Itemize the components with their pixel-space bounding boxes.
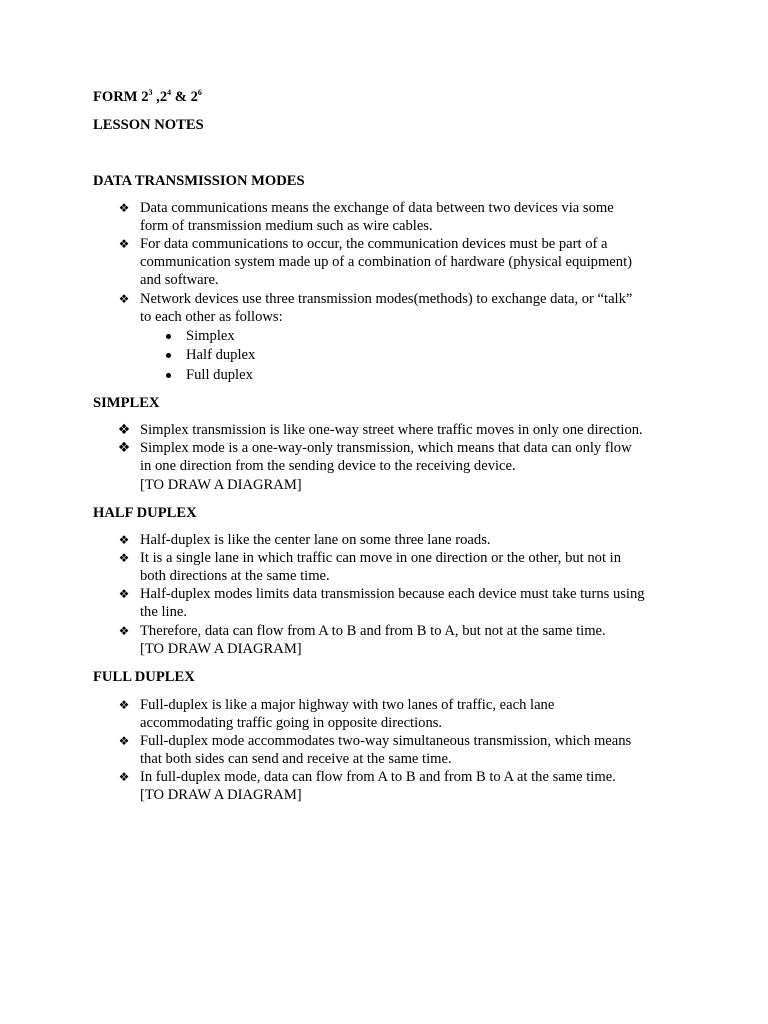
diagram-note: [TO DRAW A DIAGRAM] (140, 477, 302, 493)
diamond-bullet-icon: ❖ (118, 551, 130, 565)
list-item: ❖ Full-duplex is like a major highway with two lanes of traffic, each lane accommodating traffic going in opposite directions. (140, 696, 685, 732)
sub-list-item: Half duplex (186, 346, 255, 364)
diamond-bullet-icon: ❖ (118, 237, 130, 251)
form-sep-1: ,2 (152, 89, 168, 105)
list-item: ❖ Network devices use three transmission modes(methods) to exchange data, or “talk” to each other as follows: (140, 290, 685, 326)
form-heading (93, 88, 202, 106)
form-sup-3: 6 (197, 88, 202, 97)
lesson-notes-heading: LESSON NOTES (93, 117, 204, 133)
list-item: ❖ Half-duplex is like the center lane on some three lane roads. (140, 531, 685, 549)
form-sep-2: & 2 (171, 89, 198, 105)
sub-list-item: Simplex (186, 327, 235, 345)
section-title-modes: DATA TRANSMISSION MODES (93, 173, 305, 189)
list-item: ❖ Data communications means the exchange of data between two devices via some form of transmission medium such as wire cables. (140, 199, 685, 235)
section-title-half-duplex: HALF DUPLEX (93, 505, 197, 521)
bullet-dot-icon (166, 373, 171, 378)
list-item: ❖ Simplex mode is a one-way-only transmission, which means that data can only flow in one direction from the sending device to the receiving device. (117, 440, 632, 474)
form-sup-1: 3 (148, 88, 153, 97)
list-item: ❖ Half-duplex modes limits data transmission because each device must take turns using the line. (140, 585, 700, 621)
list-item: ❖ Therefore, data can flow from A to B and from B to A, but not at the same time. (140, 622, 685, 640)
bullet-dot-icon (166, 353, 171, 358)
list-item: ❖ Full-duplex mode accommodates two-way simultaneous transmission, which means that both sides can send and receive at the same time. (140, 732, 685, 768)
bullet-dot-icon (166, 334, 171, 339)
form-sup-2: 4 (167, 88, 172, 97)
diagram-note: [TO DRAW A DIAGRAM] (140, 787, 302, 803)
diamond-bullet-icon: ❖ (118, 734, 130, 748)
diamond-bullet-icon: ❖ (118, 698, 130, 712)
diamond-bullet-icon: ❖ (118, 770, 130, 784)
diagram-note: [TO DRAW A DIAGRAM] (140, 641, 302, 657)
diamond-bullet-icon: ❖ (118, 587, 130, 601)
diamond-bullet-icon: ❖ (117, 440, 131, 456)
diamond-bullet-icon: ❖ (118, 624, 130, 638)
diamond-bullet-icon: ❖ (117, 422, 131, 438)
section-title-full-duplex: FULL DUPLEX (93, 669, 195, 685)
form-prefix: FORM 2 (93, 89, 149, 105)
diamond-bullet-icon: ❖ (118, 201, 130, 215)
diamond-bullet-icon: ❖ (118, 292, 130, 306)
list-item: ❖ In full-duplex mode, data can flow from A to B and from B to A at the same time. (140, 768, 685, 786)
list-item: ❖ It is a single lane in which traffic can move in one direction or the other, but not in both directions at the same time. (140, 549, 685, 585)
list-item: ❖ For data communications to occur, the communication devices must be part of a communication system made up of a combination of hardware (physical equipment) and software. (140, 235, 685, 289)
sub-list-item: Full duplex (186, 366, 253, 384)
diamond-bullet-icon: ❖ (118, 533, 130, 547)
section-title-simplex: SIMPLEX (93, 395, 160, 411)
list-item: ❖ Simplex transmission is like one-way street where traffic moves in only one direction. (117, 422, 643, 438)
